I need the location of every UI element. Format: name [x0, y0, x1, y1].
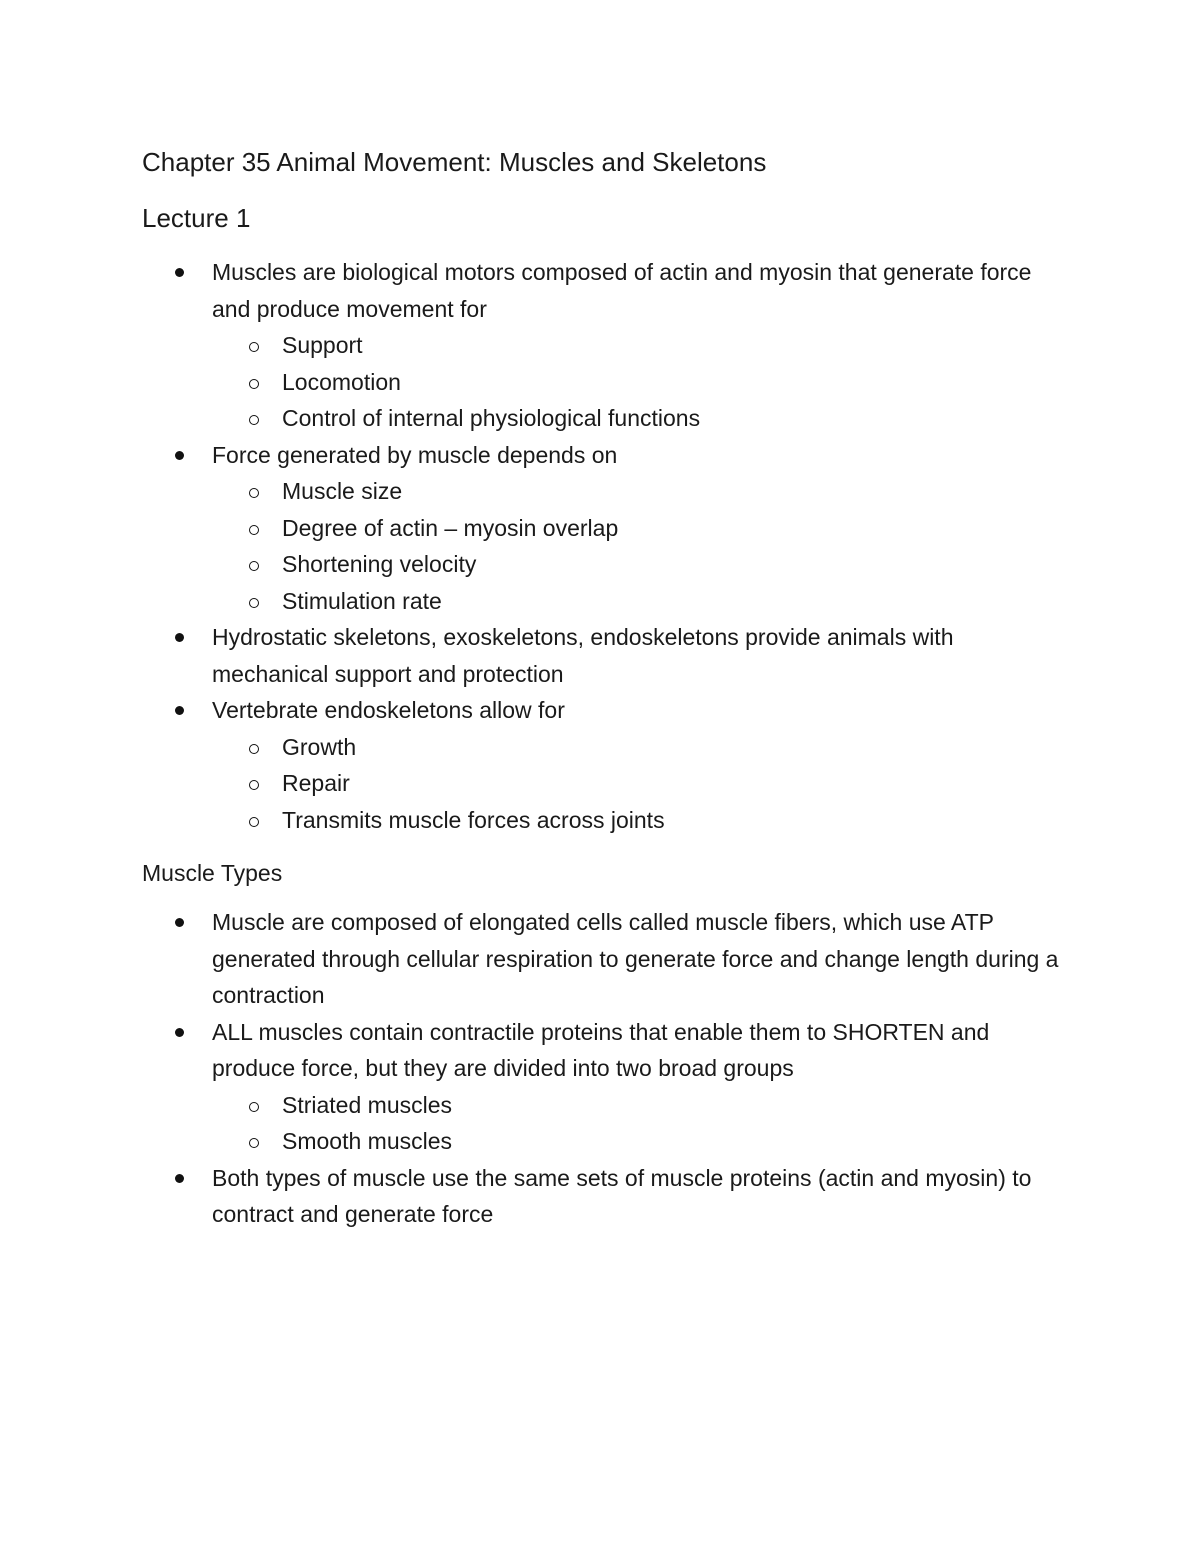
sub-bullet-item — [212, 327, 1062, 364]
sub-bullet-item — [212, 1123, 1062, 1160]
sub-bullet-list — [212, 327, 1062, 437]
sub-bullet-text: Stimulation rate — [282, 587, 442, 614]
sub-bullet-item — [212, 765, 1062, 802]
bullet-item — [142, 254, 1062, 437]
bullet-text: Vertebrate endoskeletons allow for — [212, 697, 565, 723]
bullet-text: ALL muscles contain contractile proteins that enable them to SHORTEN and produce force, but they are divided into two broad groups — [212, 1018, 990, 1081]
bullet-dot-icon — [175, 706, 184, 715]
sub-bullet-text: Control of internal physiological functions — [282, 405, 701, 431]
bullet-text: Hydrostatic skeletons, exoskeletons, endoskeletons provide animals with mechanical support and protection — [212, 624, 954, 687]
bullet-item — [142, 1160, 1062, 1233]
bullet-item — [142, 619, 1062, 692]
sub-bullet-text: Transmits muscle forces across joints — [282, 806, 665, 833]
sub-bullet-text: Locomotion — [282, 368, 401, 395]
bullet-text: Force generated by muscle depends on — [212, 441, 618, 468]
sub-bullet-item — [212, 1087, 1062, 1124]
sub-bullet-text: Degree of actin – myosin overlap — [282, 514, 619, 541]
lecture-bullet-list — [142, 254, 1062, 838]
circle-bullet-icon — [249, 525, 259, 535]
circle-bullet-icon — [249, 1102, 259, 1112]
sub-bullet-text: Repair — [282, 770, 350, 796]
bullet-dot-icon — [175, 1028, 184, 1037]
bullet-dot-icon — [175, 268, 184, 277]
bullet-item — [142, 904, 1062, 1014]
circle-bullet-icon — [249, 780, 259, 790]
bullet-dot-icon — [175, 451, 184, 460]
sub-bullet-text: Growth — [282, 733, 357, 760]
sub-bullet-item — [212, 364, 1062, 401]
sub-bullet-item — [212, 400, 1062, 437]
sub-bullet-text: Smooth muscles — [282, 1128, 453, 1154]
sub-bullet-item — [212, 473, 1062, 510]
bullet-dot-icon — [175, 918, 184, 927]
muscle-types-bullet-list — [142, 904, 1062, 1233]
sub-bullet-text: Shortening velocity — [282, 551, 477, 577]
circle-bullet-icon — [249, 598, 259, 608]
sub-bullet-list — [212, 1087, 1062, 1160]
document-content — [142, 142, 1062, 1233]
sub-bullet-list — [212, 729, 1062, 839]
bullet-text: Both types of muscle use the same sets of muscle proteins (actin and myosin) to contract and generate force — [212, 1164, 1032, 1227]
circle-bullet-icon — [249, 744, 259, 754]
sub-bullet-list — [212, 473, 1062, 619]
bullet-item — [142, 692, 1062, 838]
section-title-muscle-types: Muscle Types — [142, 860, 283, 886]
sub-bullet-item — [212, 583, 1062, 620]
sub-bullet-text: Support — [282, 332, 363, 358]
circle-bullet-icon — [249, 379, 259, 389]
sub-bullet-item — [212, 729, 1062, 766]
sub-bullet-item — [212, 802, 1062, 839]
bullet-text: Muscle are composed of elongated cells called muscle fibers, which use ATP generated through cellular respiration to generate force and change length during a contraction — [212, 909, 1059, 1008]
sub-bullet-text: Muscle size — [282, 478, 403, 504]
bullet-text: Muscles are biological motors composed of actin and myosin that generate force and produce movement for — [212, 259, 1032, 322]
circle-bullet-icon — [249, 1138, 259, 1148]
bullet-dot-icon — [175, 633, 184, 642]
bullet-dot-icon — [175, 1174, 184, 1183]
bullet-item — [142, 1014, 1062, 1160]
circle-bullet-icon — [249, 817, 259, 827]
chapter-title: Chapter 35 Animal Movement: Muscles and Skeletons — [142, 147, 767, 177]
sub-bullet-text: Striated muscles — [282, 1091, 453, 1118]
sub-bullet-item — [212, 546, 1062, 583]
sub-bullet-item — [212, 510, 1062, 547]
circle-bullet-icon — [249, 415, 259, 425]
bullet-item — [142, 437, 1062, 620]
lecture-title: Lecture 1 — [142, 203, 251, 233]
circle-bullet-icon — [249, 342, 259, 352]
circle-bullet-icon — [249, 488, 259, 498]
circle-bullet-icon — [249, 561, 259, 571]
